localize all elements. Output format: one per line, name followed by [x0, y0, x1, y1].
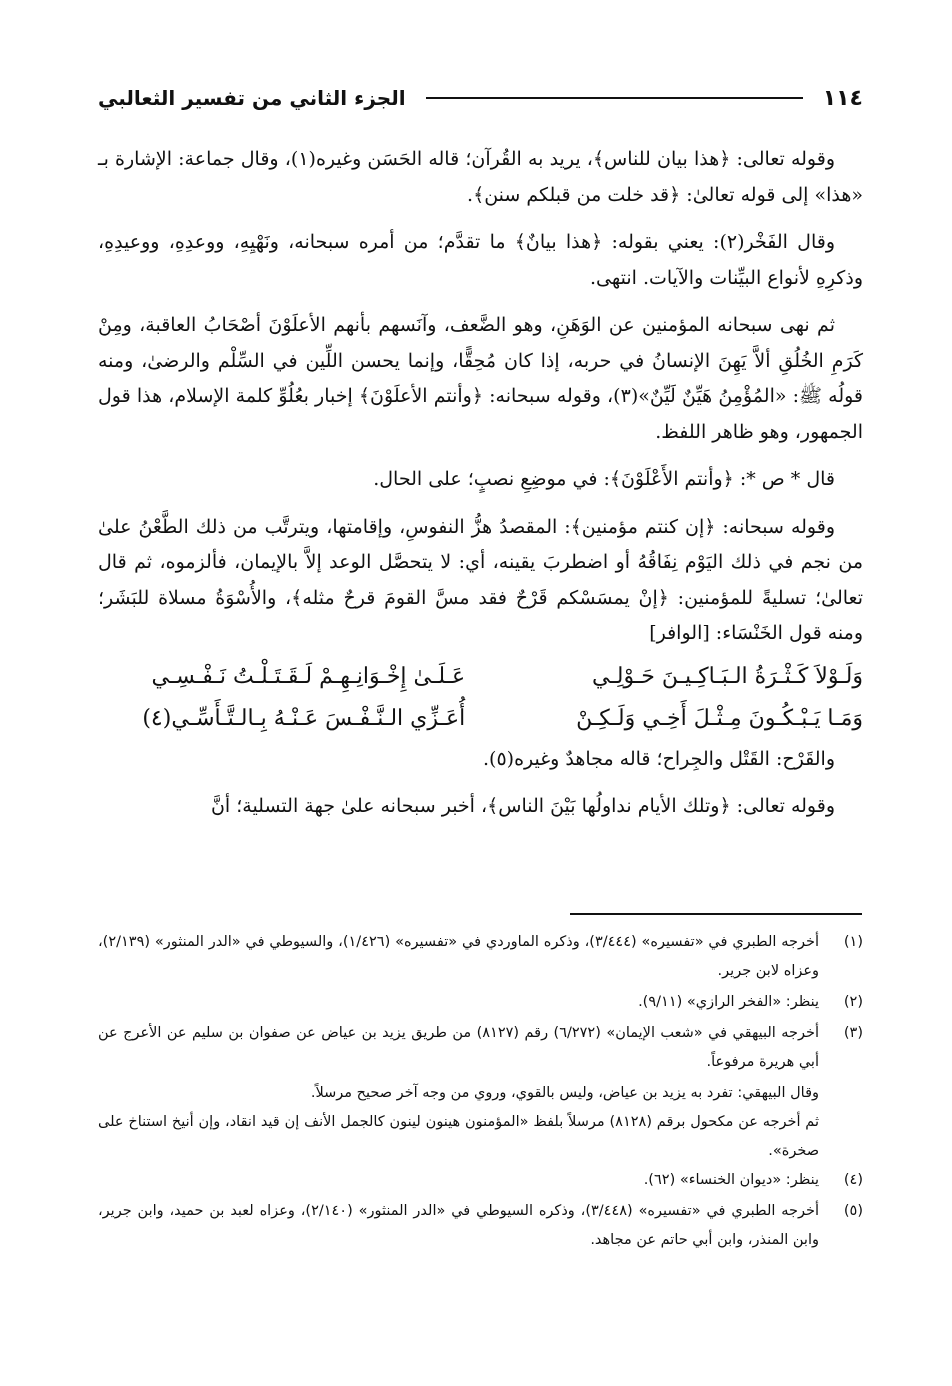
footnote-text: أخرجه الطبري في «تفسيره» (٣/٤٤٨)، وذكره السيوطي في «الدر المنثور» (٢/١٤٠)، وعزاه لعبد بن حميد، وابن جرير، وابن المنذر، وابن أبي حاتم عن مجاهد. [98, 1203, 819, 1248]
paragraph: والقَرْح: القَتْل والجِراح؛ قاله مجاهدٌ وغيره(٥). [482, 747, 835, 770]
footnote-text: أخرجه البيهقي في «شعب الإيمان» (٦/٢٧٢) رقم (٨١٢٧) من طريق يزيد بن عياض عن صفوان بن سليم عن الأعرج عن أبي هريرة مرفوعاً. [98, 1025, 819, 1070]
paragraph: وقوله تعالى: ﴿وتلك الأيام نداولُها بَيْنَ الناس﴾، أخبر سبحانه علىٰ جهة التسلية؛ أنَّ [210, 795, 835, 817]
main-text [98, 142, 863, 837]
footnote [98, 1019, 863, 1077]
hemistich-second: أُعَـزِّي الـنَّـفْـسَ عَـنْـهُ بِـالـتَّـأَسِّـي(٤) [142, 705, 466, 731]
page-header [98, 78, 863, 118]
poem [98, 656, 863, 740]
footnotes [98, 928, 863, 1257]
paragraph: قال * ص *: ﴿وأنتم الأَعْلَوْنَ﴾: في موضِعِ نصبٍ؛ على الحال. [373, 468, 835, 490]
header-rule [426, 97, 803, 99]
footnote-number: (٢) [843, 994, 863, 1010]
footnote-number: (٤) [843, 1172, 863, 1188]
hemistich-second: عَـلَـىٰ إِخْـوَانِـهِـمْ لَـقَـتَـلْـتُ نَـفْـسِـي [151, 663, 466, 689]
footnote [98, 1166, 863, 1195]
verse-line [98, 656, 863, 698]
footnote [98, 1197, 863, 1255]
footnote [98, 988, 863, 1017]
paragraph: ثم نهى سبحانه المؤمنين عن الوَهَنِ، وهو الضَّعف، وآنَسهم بأنهم الأعلَوْنَ أصْحَابُ العاقبة، ومِنْ كَرَمِ الخُلُقِ ألاَّ يَهِنَ الإنسانُ في حربه، إذا كان مُحِقًّا، وإنما يحسن اللِّين في السِّلْم والرضىٰ، ومنه قولُه ﷺ: «المُؤْمِنُ هَيِّنٌ لَيِّنٌ»(٣)، وقوله سبحانه: ﴿وأنتم الأعلَوْنَ﴾ إخبار بعُلُوِّ كلمة الإسلام، هذا قول الجمهور، وهو ظاهر اللفظ. [98, 314, 864, 443]
footnote-number: (٣) [843, 1025, 863, 1041]
running-title: الجزء الثاني من تفسير الثعالبي [98, 86, 406, 110]
footnote-text: ينظر: «ديوان الخنساء» (٦٢). [643, 1172, 819, 1188]
footnote-continuation: ثم أخرجه عن مكحول برقم (٨١٢٨) مرسلاً بلفظ «المؤمنون هينون لينون كالجمل الأنف إن قيد انقاد، وإن أنيخ استناخ على صخرة». [98, 1114, 819, 1159]
paragraph: وقوله تعالى: ﴿هذا بيان للناس﴾، يريد به القُرآن؛ قاله الحَسَن وغيره(١)، وقال جماعة: الإشارة بـ «هذا» إلى قوله تعالىٰ: ﴿قد خلت من قبلكم سنن﴾. [98, 148, 863, 206]
hemistich-first: وَلَـوْلاَ كَـثْـرَةُ الـبَـاكِـيـنَ حَـوْلِـي [591, 663, 863, 689]
page-number: ١١٤ [822, 85, 863, 111]
footnote-number: (١) [843, 934, 863, 950]
footnote-text: ينظر: «الفخر الرازي» (٩/١١). [638, 994, 819, 1010]
footnote-continuation: وقال البيهقي: تفرد به يزيد بن عياض، وليس بالقوي، وروي من وجه آخر صحيح مرسلاً. [310, 1085, 819, 1101]
hemistich-first: وَمَـا يَـبْـكُـونَ مِـثْـلَ أَخِـي وَلَـكِـنْ [576, 705, 863, 731]
footnote [98, 928, 863, 986]
footnote-number: (٥) [843, 1203, 863, 1219]
paragraph: وقوله سبحانه: ﴿إن كنتم مؤمنين﴾: المقصدُ هزُّ النفوسِ، وإقامتها، ويترتَّب من ذلك الطَّعْنُ علىٰ من نجم في ذلك اليَوْم نِفَاقُهُ أو اضطربَ يقينه، أي: لا يتحصَّل الوعد إلاَّ بالإيمان، فألزموه، ثم قال تعالىٰ؛ تسليةً للمؤمنين: ﴿إنْ يمسَسْكم قَرْحٌ فقد مسَّ القومَ قرحٌ مثله﴾، والأُسْوَةُ مسلاة للبَشَر؛ ومنه قول الخَنْسَاء: [الوافر] [98, 515, 863, 644]
paragraph: وقال الفَخْر(٢): يعني بقوله: ﴿هذا بيانٌ﴾ ما تقدَّم؛ من أمره سبحانه، ونَهْيِهِ، ووعدِهِ، ووعيدِهِ، وذكرِهِ لأنواع البيِّنات والآيات. انتهى. [98, 231, 863, 289]
footnote-separator [570, 913, 862, 915]
verse-line [98, 698, 863, 740]
footnote-text: أخرجه الطبري في «تفسيره» (٣/٤٤٤)، وذكره الماوردي في «تفسيره» (١/٤٢٦)، والسيوطي في «الدر المنثور» (٢/١٣٩)، وعزاه لابن جرير. [98, 934, 819, 979]
